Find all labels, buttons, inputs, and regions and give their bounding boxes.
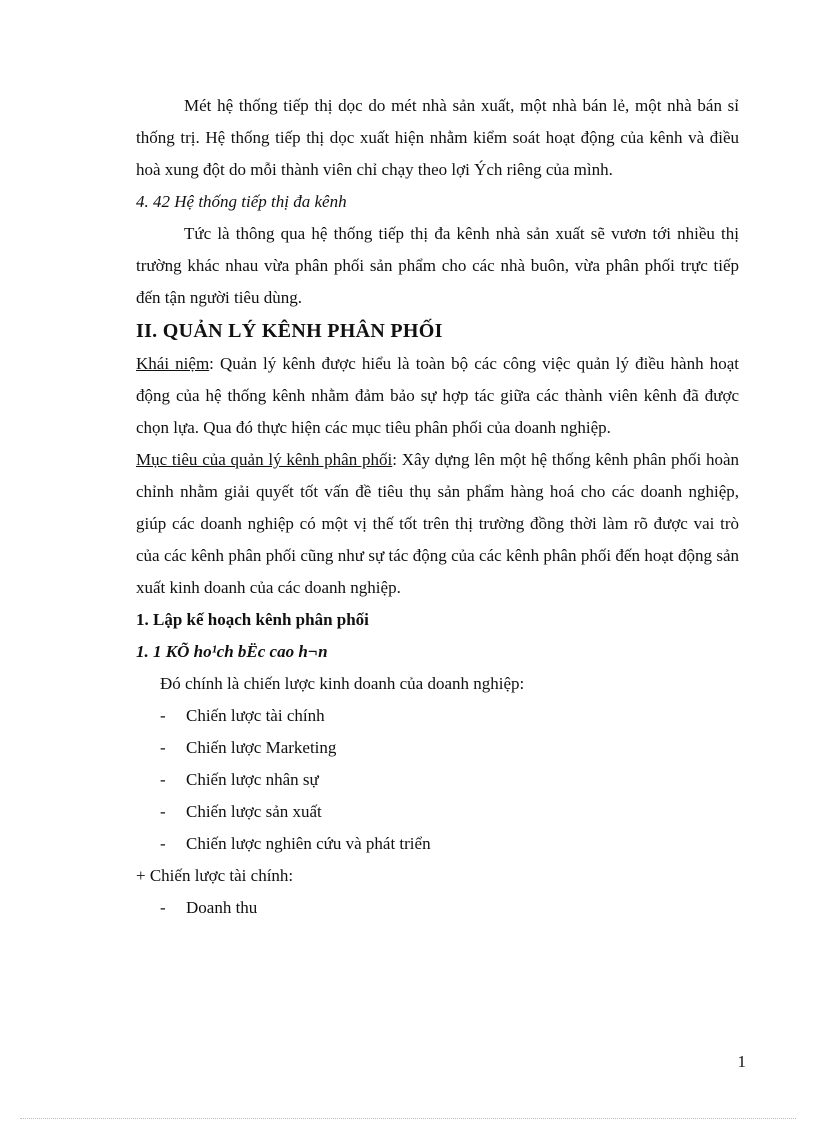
list-item: - Chiến lược Marketing <box>160 732 739 764</box>
list-item: - Doanh thu <box>160 892 739 924</box>
page-number: 1 <box>737 1052 746 1071</box>
section-heading-channel-management: II. QUẢN LÝ KÊNH PHÂN PHỐI <box>136 320 443 342</box>
subheading-multichannel: 4. 42 Hệ thống tiếp thị đa kênh <box>136 192 347 211</box>
finance-strategy-heading: + Chiến lược tài chính: <box>136 866 294 885</box>
paragraph-vertical-marketing: Mét hệ thống tiếp thị dọc do mét nhà sản xuất, một nhà bán lẻ, một nhà bán sỉ thống trị. Hệ thống tiếp thị dọc xuất hiện nhằm kiểm soát hoạt động của kênh và điều hoà xung đột do mỗi thành viên chỉ chạy theo lợi Ých riêng của mình. <box>136 96 739 179</box>
strategy-list <box>136 700 739 860</box>
subheading-higher-level-plan: 1. 1 KÕ ho¹ch bËc cao h¬n <box>136 642 328 661</box>
heading-channel-planning: 1. Lập kế hoạch kênh phân phối <box>136 610 369 629</box>
list-item: - Chiến lược tài chính <box>160 700 739 732</box>
finance-list <box>136 892 739 924</box>
concept-label: Khái niệm <box>136 354 210 373</box>
strategy-lead: Đó chính là chiến lược kinh doanh của doanh nghiệp: <box>160 674 525 693</box>
dash-bullet: - <box>160 802 166 821</box>
concept-text: : Quản lý kênh được hiểu là toàn bộ các công việc quản lý điều hành hoạt động của hệ thống kênh nhằm đảm bảo sự hợp tác giữa các thành viên kênh đã được chọn lựa. Qua đó thực hiện các mục tiêu phân phối của doanh nghiệp. <box>136 354 739 437</box>
list-item: - Chiến lược sản xuất <box>160 796 739 828</box>
page-content <box>136 90 739 924</box>
goal-text: : Xây dựng lên một hệ thống kênh phân phối hoàn chỉnh nhằm giải quyết tốt vấn đề tiêu thụ sản phẩm hàng hoá cho các doanh nghiệp, giúp các doanh nghiệp có một vị thế tốt trên thị trường đồng thời làm rõ được vai trò của các kênh phân phối cũng như sự tác động của các kênh phân phối đến hoạt động sản xuất kinh doanh của các doanh nghiệp. <box>136 450 740 597</box>
paragraph-goal <box>136 444 739 604</box>
dash-bullet: - <box>160 834 166 853</box>
dash-bullet: - <box>160 738 166 757</box>
list-item: - Chiến lược nhân sự <box>160 764 739 796</box>
paragraph-multichannel: Tức là thông qua hệ thống tiếp thị đa kênh nhà sản xuất sẽ vươn tới nhiều thị trường khác nhau vừa phân phối sản phẩm cho các nhà buôn, vừa phân phối trực tiếp đến tận người tiêu dùng. <box>136 224 739 307</box>
list-item: - Chiến lược nghiên cứu và phát triển <box>160 828 739 860</box>
goal-label: Mục tiêu của quản lý kênh phân phối <box>136 450 393 469</box>
dash-bullet: - <box>160 898 166 917</box>
dash-bullet: - <box>160 706 166 725</box>
page-bottom-divider <box>20 1118 796 1119</box>
dash-bullet: - <box>160 770 166 789</box>
paragraph-concept <box>136 348 739 444</box>
